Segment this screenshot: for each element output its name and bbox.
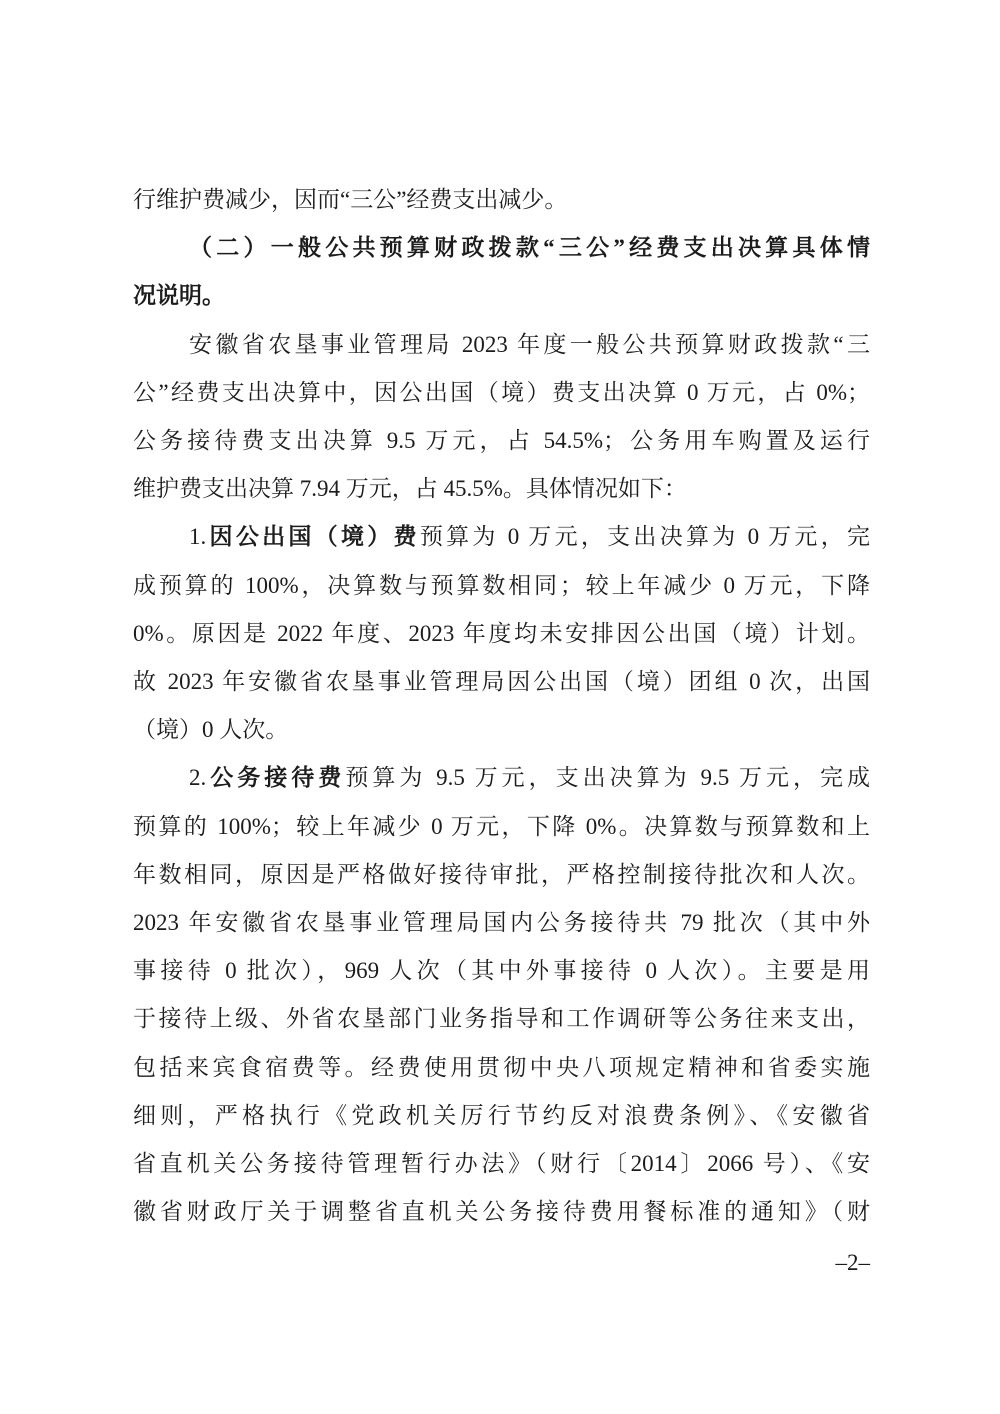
bold-text-run: （二）一般公共预算财政拨款“三公”经费支出决算具体情	[189, 235, 870, 261]
text-line	[133, 610, 870, 658]
bold-text-run: 况说明。	[133, 283, 225, 309]
text-run: 2023 年安徽省农垦事业管理局国内公务接待共 79 批次（其中外	[133, 910, 870, 936]
text-run: 1.	[189, 524, 207, 550]
bold-text-run: 因公出国（境）费	[206, 524, 420, 550]
text-line	[133, 1044, 870, 1092]
text-line	[133, 513, 870, 561]
text-run: 于接待上级、外省农垦部门业务指导和工作调研等公务往来支出，	[133, 1006, 870, 1032]
text-line	[133, 995, 870, 1043]
text-run: （境）0 人次。	[133, 717, 289, 743]
text-line	[133, 658, 870, 706]
text-run: 包括来宾食宿费等。经费使用贯彻中央八项规定精神和省委实施	[133, 1054, 870, 1080]
document-body	[133, 176, 870, 1236]
text-run: 预算为 0 万元，支出决算为 0 万元，完	[419, 524, 871, 550]
text-line	[133, 1140, 870, 1188]
text-run: 预算为 9.5 万元，支出决算为 9.5 万元，完成	[345, 765, 871, 791]
bold-text-run: 公务接待费	[206, 765, 346, 791]
text-line	[133, 465, 870, 513]
text-line	[133, 369, 870, 417]
heading-line	[133, 224, 870, 272]
text-run: 安徽省农垦事业管理局 2023 年度一般公共预算财政拨款“三	[189, 331, 870, 357]
text-run: 徽省财政厅关于调整省直机关公务接待费用餐标准的通知》（财	[133, 1199, 870, 1225]
text-run: 省直机关公务接待管理暂行办法》（财行〔2014〕2066 号）、《安	[133, 1151, 870, 1177]
text-line	[133, 321, 870, 369]
text-run: 公”经费支出决算中，因公出国（境）费支出决算 0 万元，占 0%；	[133, 379, 870, 405]
text-line	[133, 176, 870, 224]
text-line	[133, 851, 870, 899]
text-run: 2.	[189, 765, 207, 791]
page-number: –2–	[835, 1250, 870, 1275]
text-run: 0%。原因是 2022 年度、2023 年度均未安排因公出国（境）计划。	[133, 620, 870, 646]
text-run: 行维护费减少，因而“三公”经费支出减少。	[133, 187, 568, 212]
text-run: 故 2023 年安徽省农垦事业管理局因公出国（境）团组 0 次，出国	[133, 669, 870, 695]
text-line	[133, 562, 870, 610]
text-line	[133, 899, 870, 947]
text-line	[133, 706, 870, 754]
text-line	[133, 417, 870, 465]
text-line	[133, 1188, 870, 1236]
text-line	[133, 754, 870, 802]
text-run: 年数相同，原因是严格做好接待审批，严格控制接待批次和人次。	[133, 861, 870, 887]
text-line	[133, 947, 870, 995]
text-run: 细则，严格执行《党政机关厉行节约反对浪费条例》、《安徽省	[133, 1102, 870, 1128]
text-run: 预算的 100%；较上年减少 0 万元，下降 0%。决算数与预算数和上	[133, 813, 870, 839]
text-run: 成预算的 100%，决算数与预算数相同；较上年减少 0 万元，下降	[133, 572, 870, 598]
text-run: 维护费支出决算 7.94 万元，占 45.5%。具体情况如下：	[133, 476, 687, 502]
heading-line	[133, 272, 870, 320]
text-run: 公务接待费支出决算 9.5 万元，占 54.5%；公务用车购置及运行	[133, 428, 870, 454]
text-line	[133, 1092, 870, 1140]
text-line	[133, 803, 870, 851]
text-run: 事接待 0 批次），969 人次（其中外事接待 0 人次）。主要是用	[133, 958, 870, 984]
